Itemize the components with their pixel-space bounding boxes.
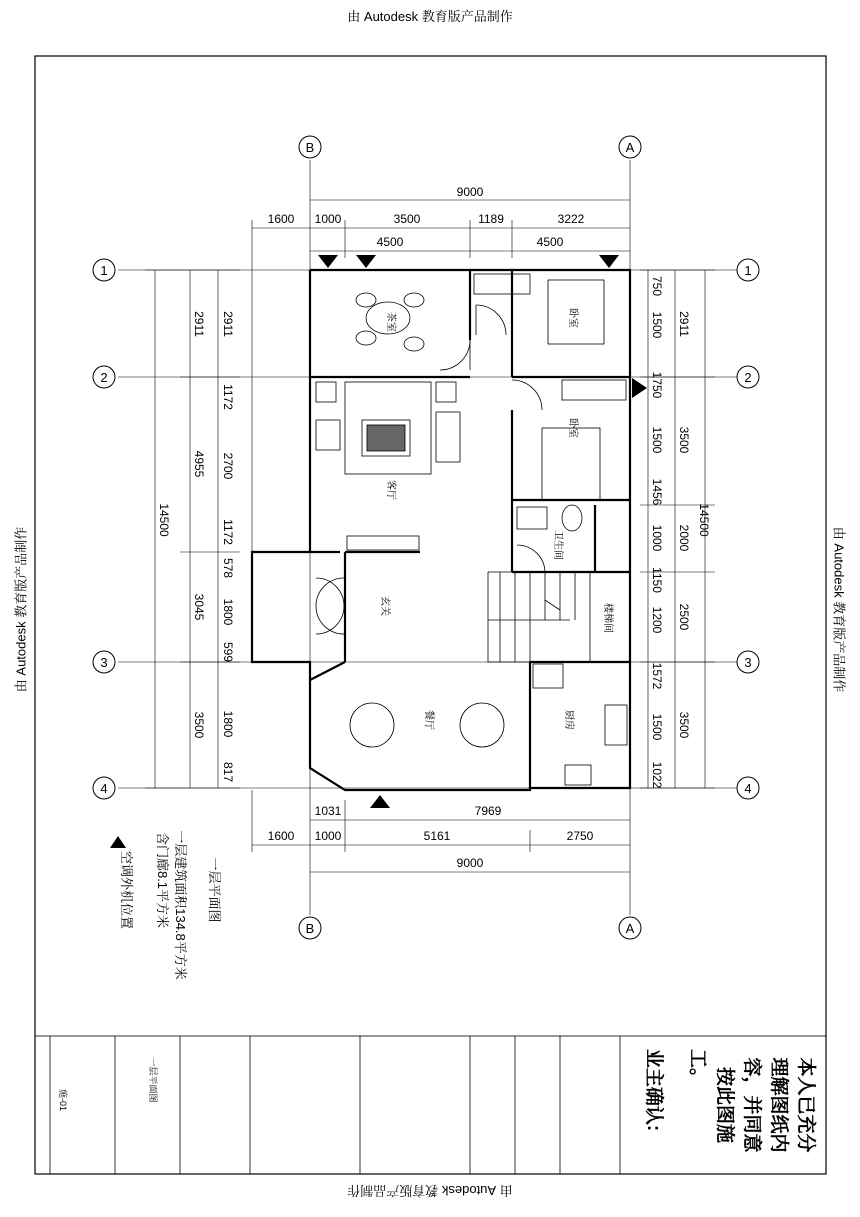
stair [488, 572, 590, 662]
watermark-right: 由 Autodesk 教育版产品制作 [831, 526, 847, 693]
dim-left-inner-817: 817 [221, 761, 235, 783]
axis-label-3-right: 3 [744, 655, 752, 670]
room-label-kitchen: 厨房 [563, 710, 574, 730]
washbasin [517, 507, 547, 529]
lamp-left [316, 382, 336, 402]
stair-arrow [545, 600, 560, 610]
door-bed2 [512, 380, 542, 410]
dim-right-2500: 2500 [677, 603, 691, 631]
dim-left-total: 14500 [157, 503, 171, 537]
owner-confirm-line3: 容，并同意 [741, 1057, 762, 1153]
dim-left-3045: 3045 [192, 593, 206, 621]
door-bath [517, 545, 545, 572]
owner-confirm-line5: 工。 [687, 1048, 708, 1088]
axis-label-2-left: 2 [100, 370, 108, 385]
doors [316, 305, 545, 634]
axis-label-1-right: 1 [744, 263, 752, 278]
title-block-drawing-name: 一层平面图 [148, 1057, 158, 1103]
axis-lines [118, 160, 740, 915]
room-label-living: 客厅 [385, 480, 396, 500]
dim-left-inner-599: 599 [221, 641, 235, 663]
axis-label-4-right: 4 [744, 781, 752, 796]
dim-left-inner-1172a: 1172 [221, 384, 235, 410]
armchair-left [316, 420, 340, 450]
dim-right-inner-750: 750 [650, 275, 664, 297]
dim-left-4955: 4955 [192, 450, 206, 478]
dining-table-2 [460, 703, 504, 747]
dim-right-inner-1500a: 1500 [650, 311, 664, 339]
porch-wall [252, 552, 310, 680]
dim-top-3500: 3500 [393, 212, 421, 226]
axis-label-a-bottom: A [625, 921, 635, 936]
bed-2 [542, 428, 600, 500]
dim-bottom-total: 9000 [456, 856, 484, 870]
lamp-right [436, 382, 456, 402]
dim-top-1600: 1600 [267, 212, 295, 226]
dim-top-3222: 3222 [557, 212, 585, 226]
wall-dining-corner [310, 662, 345, 680]
room-label-bath: 卫生间 [552, 530, 563, 560]
dim-right-2000: 2000 [677, 524, 691, 552]
axis-label-a-top: A [625, 140, 635, 155]
door-tea [440, 340, 470, 370]
axis-label-1-left: 1 [100, 263, 108, 278]
dim-right-3500b: 3500 [677, 711, 691, 739]
dim-left-inner-578: 578 [221, 557, 235, 579]
drawing-frame [35, 56, 826, 1174]
dim-left-inner-1172b: 1172 [221, 519, 235, 545]
stove [565, 765, 591, 785]
dim-right-inner-1572: 1572 [650, 662, 664, 690]
owner-confirm-line1: 本人已充分 [795, 1057, 816, 1153]
dim-left-3500: 3500 [192, 711, 206, 739]
dim-top-4500-b: 4500 [536, 235, 564, 249]
dim-right-inner-1200: 1200 [650, 606, 664, 634]
dim-bottom-1000: 1000 [314, 829, 342, 843]
wardrobe-2 [562, 380, 626, 400]
tv-cabinet [347, 536, 419, 550]
armchair-right [436, 412, 460, 462]
dim-right-2911: 2911 [677, 311, 691, 337]
door-porch-a [316, 578, 344, 634]
axis-label-2-right: 2 [744, 370, 752, 385]
axis-label-b-bottom: B [305, 921, 315, 936]
dim-top-total: 9000 [456, 185, 484, 199]
owner-sign: 业主确认: [643, 1048, 664, 1132]
legend-note: 空调外机位置 [119, 850, 134, 930]
dining-table-1 [350, 703, 394, 747]
dim-right-inner-1500b: 1500 [650, 426, 664, 454]
dim-right-3500a: 3500 [677, 426, 691, 454]
dim-right-inner-1750: 1750 [650, 371, 664, 399]
title-block-drawing-no: 施-01 [58, 1088, 68, 1112]
dim-right-inner-1500c: 1500 [650, 713, 664, 741]
dim-bottom-7969: 7969 [474, 804, 502, 818]
owner-confirm-line2: 理解图纸内 [768, 1057, 789, 1153]
dim-bottom-5161: 5161 [423, 829, 451, 843]
door-porch-b [316, 578, 344, 634]
furniture [316, 274, 627, 785]
watermark-bottom: 由 Autodesk 教育版产品制作 [347, 1183, 513, 1198]
wardrobe-1 [474, 274, 530, 294]
axis-label-4-left: 4 [100, 781, 108, 796]
owner-confirm-line4: 按此图施 [714, 1066, 735, 1144]
room-label-hall: 玄关 [379, 596, 390, 616]
watermark-left: 由 Autodesk 教育版产品制作 [13, 526, 29, 693]
dim-right-inner-1150: 1150 [650, 567, 664, 593]
dim-left-inner-1800a: 1800 [221, 598, 235, 626]
dim-right-inner-1022: 1022 [650, 761, 664, 789]
dim-right-inner-1000: 1000 [650, 524, 664, 552]
watermark-top: 由 Autodesk 教育版产品制作 [347, 9, 513, 24]
room-label-bedroom-2: 卧室 [567, 418, 578, 438]
drawing-title-note: 一层平面图 [207, 857, 222, 923]
gate-note: 含门廊8.1平方米 [155, 831, 170, 929]
dim-top-4500-a: 4500 [376, 235, 404, 249]
dim-left-inner-2911: 2911 [221, 311, 235, 337]
room-label-stair: 楼梯间 [602, 603, 613, 633]
dim-top-1189: 1189 [478, 212, 504, 226]
axis-label-3-left: 3 [100, 655, 108, 670]
dim-bottom-2750: 2750 [566, 829, 594, 843]
dim-right-inner-1456: 1456 [650, 478, 664, 506]
dim-left-2911: 2911 [192, 311, 206, 337]
dim-bottom-1031: 1031 [314, 804, 342, 818]
room-label-bedroom-1: 卧室 [567, 308, 578, 328]
fridge [533, 664, 563, 688]
axis-label-b-top: B [305, 140, 315, 155]
sink [605, 705, 627, 745]
dim-bottom-1600: 1600 [267, 829, 295, 843]
dim-left-inner-1800b: 1800 [221, 710, 235, 738]
area-note: 一层建筑面积134.8平方米 [173, 830, 188, 980]
dim-right-total: 14500 [697, 503, 711, 537]
dim-top-1000: 1000 [314, 212, 342, 226]
room-label-dining: 餐厅 [423, 710, 434, 730]
toilet [562, 505, 582, 531]
room-label-tea: 茶室 [385, 312, 396, 332]
dim-left-inner-2700: 2700 [221, 452, 235, 480]
door-bed1 [476, 305, 506, 335]
